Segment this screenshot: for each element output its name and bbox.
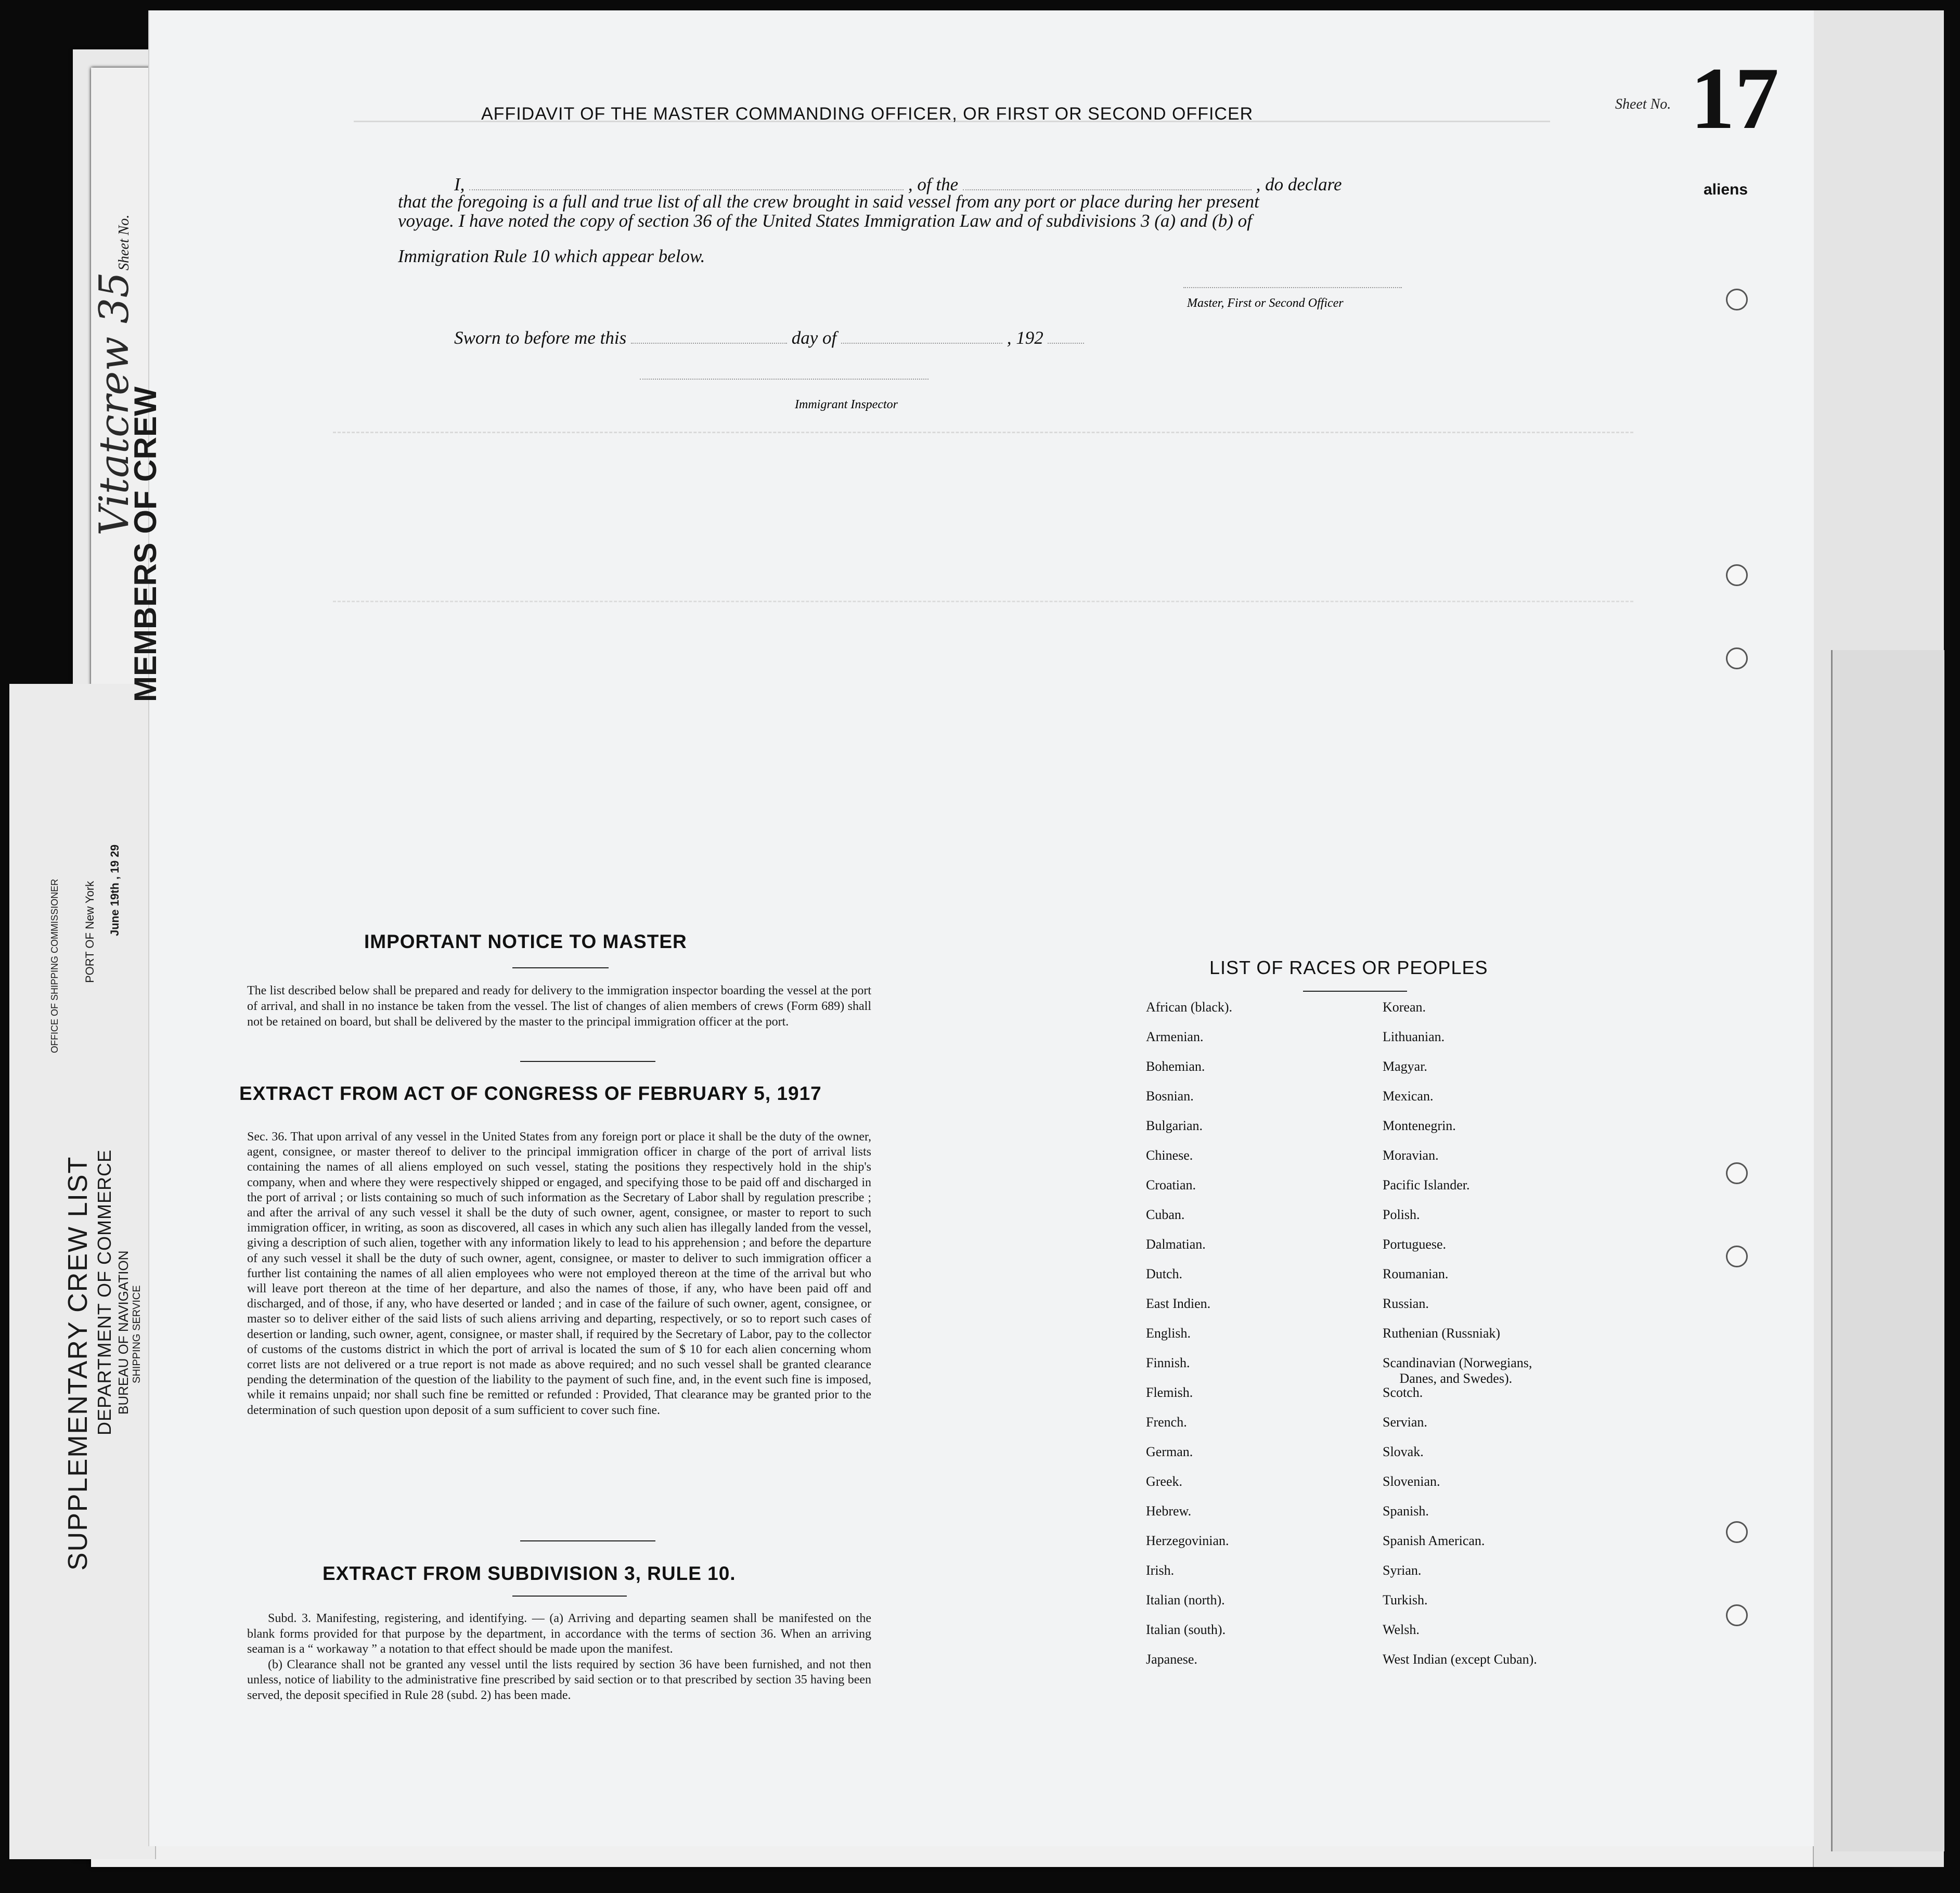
right-edge-inner-sheet [1831, 650, 1944, 1851]
punch-hole [1726, 647, 1748, 669]
races-list-title: LIST OF RACES OR PEOPLES [1209, 957, 1488, 978]
inspector-signature-field[interactable] [640, 379, 929, 380]
race-item: Portuguese. [1383, 1237, 1447, 1252]
races-right-column [1383, 1000, 1537, 1681]
race-item: Chinese. [1146, 1148, 1193, 1163]
race-item: Welsh. [1383, 1622, 1420, 1637]
race-item: Moravian. [1383, 1148, 1439, 1163]
race-item: Hebrew. [1146, 1503, 1192, 1519]
sworn-line [454, 328, 1084, 348]
master-name-field[interactable] [469, 189, 904, 190]
race-item: Scandinavian (Norwegians, Danes, and Swedes). [1383, 1355, 1532, 1386]
race-item: Spanish. [1383, 1503, 1429, 1519]
side-form-port: PORT OF New York [83, 880, 96, 983]
rule-extract-text [247, 1611, 871, 1703]
punch-hole [1726, 1604, 1748, 1626]
race-item: Montenegrin. [1383, 1118, 1456, 1133]
rule-paragraph-b: (b) Clearance shall not be granted any vessel until the lists required by section 36 have been furnished, and not then unless, notice of liability to the administrative fine prescribed by said section or to that prescribed by section 35 having been served, the deposit specified in Rule 28 (subd. 2) has been made. [247, 1657, 871, 1702]
of-the-label: , of the [908, 174, 959, 195]
race-item: Roumanian. [1383, 1266, 1449, 1281]
divider [520, 1061, 655, 1062]
race-item: Pacific Islander. [1383, 1177, 1470, 1192]
race-item: French. [1146, 1415, 1187, 1430]
bleed-through-texture [333, 601, 1633, 610]
notice-title: IMPORTANT NOTICE TO MASTER [364, 931, 687, 952]
affidavit-text-line: Immigration Rule 10 which appear below. [398, 246, 705, 266]
race-item: Korean. [1383, 1000, 1426, 1015]
declare-label: , do declare [1256, 174, 1342, 195]
race-item: Croatian. [1146, 1177, 1196, 1192]
notice-text: The list described below shall be prepared and ready for delivery to the immigration inspector boarding the vessel at the port of arrival, and shall in no instance be taken from the vessel. The list of changes of alien members of crews (Form 689) shall not be retained on board, but shall be delivered by the master to the principal immigration officer at the port. [247, 984, 871, 1029]
aliens-label: aliens [1704, 181, 1748, 198]
year-label: , 192 [1007, 328, 1043, 348]
side-form-bureau: BUREAU OF NAVIGATION [115, 1250, 131, 1415]
sworn-label: Sworn to before me this [454, 328, 627, 348]
race-item: African (black). [1146, 1000, 1233, 1015]
race-item: Turkish. [1383, 1592, 1428, 1607]
punch-hole [1726, 289, 1748, 310]
race-item: Slovenian. [1383, 1474, 1440, 1489]
race-item: Bohemian. [1146, 1059, 1205, 1074]
race-item: Servian. [1383, 1415, 1427, 1430]
side-form-department: DEPARTMENT OF COMMERCE [94, 1149, 115, 1435]
race-item: Armenian. [1146, 1029, 1204, 1044]
race-item: Greek. [1146, 1474, 1183, 1489]
race-item: Bosnian. [1146, 1088, 1194, 1104]
side-form-title: SUPPLEMENTARY CREW LIST [63, 1156, 93, 1571]
side-form-date: June 19th , 19 29 [108, 844, 121, 936]
master-signature-field[interactable] [1183, 287, 1402, 288]
race-item: Mexican. [1383, 1088, 1434, 1104]
divider [1303, 991, 1407, 992]
race-item: West Indian (except Cuban). [1383, 1652, 1537, 1667]
race-item: Cuban. [1146, 1207, 1185, 1222]
divider [520, 1540, 655, 1541]
affidavit-title: AFFIDAVIT OF THE MASTER COMMANDING OFFICER, OR FIRST OR SECOND OFFICER [481, 104, 1254, 124]
members-of-crew-header: MEMBERS OF CREW [128, 386, 163, 702]
divider [512, 967, 609, 968]
race-item: Finnish. [1146, 1355, 1190, 1370]
rule-paragraph-a: Subd. 3. Manifesting, registering, and identifying. — (a) Arriving and departing seamen shall be manifested on the blank forms provided for that purpose by the department, in accordance with the terms of section 36. When an arriving seaman is a “ workaway ” a notation to that effect should be made upon the manifest. [247, 1612, 871, 1656]
sheet-no-label: Sheet No. [1615, 96, 1671, 112]
race-item: Irish. [1146, 1563, 1175, 1578]
rule-extract-title: EXTRACT FROM SUBDIVISION 3, RULE 10. [323, 1563, 736, 1584]
race-item: Italian (south). [1146, 1622, 1226, 1637]
race-item: East Indien. [1146, 1296, 1211, 1311]
race-item: Herzegovinian. [1146, 1533, 1229, 1548]
race-item: Scotch. [1383, 1385, 1423, 1400]
race-item: Spanish American. [1383, 1533, 1485, 1548]
day-of-label: day of [791, 328, 837, 348]
handwritten-annotation: Vitatcrew 35 [91, 271, 138, 536]
divider [512, 1596, 627, 1597]
punch-hole [1726, 564, 1748, 586]
side-form-service: SHIPPING SERVICE [131, 1285, 143, 1383]
bleed-through-texture [333, 432, 1633, 440]
race-item: Ruthenian (Russniak) [1383, 1326, 1501, 1341]
sworn-year-field[interactable] [1048, 343, 1084, 344]
affidavit-text-line: that the foregoing is a full and true list of all the crew brought in said vessel from any port or place during her present [398, 191, 1259, 212]
affidavit-text-line: voyage. I have noted the copy of section 36 of the United States Immigration Law and of subdivisions 3 (a) and (b) of [398, 211, 1252, 231]
sworn-day-field[interactable] [631, 343, 787, 344]
sheet-number: 17 [1691, 49, 1779, 147]
race-item: Bulgarian. [1146, 1118, 1203, 1133]
race-item: Russian. [1383, 1296, 1429, 1311]
inspector-label: Immigrant Inspector [795, 398, 898, 411]
race-item: Italian (north). [1146, 1592, 1225, 1607]
side-sheet-no-label: Sheet No. [116, 214, 132, 270]
race-item: Lithuanian. [1383, 1029, 1445, 1044]
punch-hole [1726, 1162, 1748, 1184]
race-item: English. [1146, 1326, 1191, 1341]
race-item: Japanese. [1146, 1652, 1197, 1667]
sworn-month-field[interactable] [841, 343, 1002, 344]
race-item: Dutch. [1146, 1266, 1183, 1281]
vessel-name-field[interactable] [963, 189, 1252, 190]
side-form-office: OFFICE OF SHIPPING COMMISSIONER [49, 878, 60, 1053]
race-item: Flemish. [1146, 1385, 1193, 1400]
act-extract-title: EXTRACT FROM ACT OF CONGRESS OF FEBRUARY 5, 1917 [239, 1083, 822, 1104]
punch-hole [1726, 1521, 1748, 1543]
punch-hole [1726, 1246, 1748, 1267]
race-item: German. [1146, 1444, 1193, 1459]
races-left-column [1146, 1000, 1232, 1681]
master-signature-label: Master, First or Second Officer [1187, 296, 1344, 310]
race-item: Slovak. [1383, 1444, 1424, 1459]
race-item: Polish. [1383, 1207, 1420, 1222]
i-label: I, [454, 174, 465, 195]
race-item: Dalmatian. [1146, 1237, 1206, 1252]
race-item: Syrian. [1383, 1563, 1422, 1578]
race-item: Magyar. [1383, 1059, 1427, 1074]
act-extract-text: Sec. 36. That upon arrival of any vessel in the United States from any foreign port or place it shall be the duty of the owner, agent, consignee, or master thereof to deliver to the principal immigration officer in charge of the port of arrival lists containing the names of all aliens employed on such vessel, stating the positions they respectively hold in the ship's company, when and where they were respectively shipped or engaged, and specifying those to be paid off and discharged in the port of arrival ; or lists containing so much of such information as the Secretary of Labor shall by regulation prescribe ; and after the arrival of any such vessel it shall be the duty of such owner, agent, consignee, or master to report to such immigration officer, in writing, as soon as discovered, all cases in which any such alien has illegally landed from the vessel, giving a description of such alien, together with any information likely to lead to his apprehension ; and before the departure of any such vessel it shall be the duty of such owner, agent, consignee, or master to deliver to such immigration officer a further list containing the names of all alien employees who were not employed thereon at the time of the arrival but who will leave port thereon at the time of her departure, and also the names of those, if any, who have been paid off and discharged, and of those, if any, who have deserted or landed ; and in case of the failure of such owner, agent, consignee, or master so to deliver either of the said lists of such aliens arriving and departing, respectively, or so to report such cases of desertion or landing, such owner, agent, consignee, or master shall, if required by the Secretary of Labor, pay to the collector of customs of the customs district in which the port of arrival is located the sum of $ 10 for each alien concerning whom corret lists are not delivered or a true report is not made as above required; and no such vessel shall be granted clearance pending the determination of the question of the liability to the payment of such fine, and, in the event such fine is imposed, while it remains unpaid; nor shall such fine be remitted or refunded : Provided, That clearance may be granted prior to the determination of such question upon deposit of a sum sufficient to cover such fine. [247, 1130, 871, 1417]
